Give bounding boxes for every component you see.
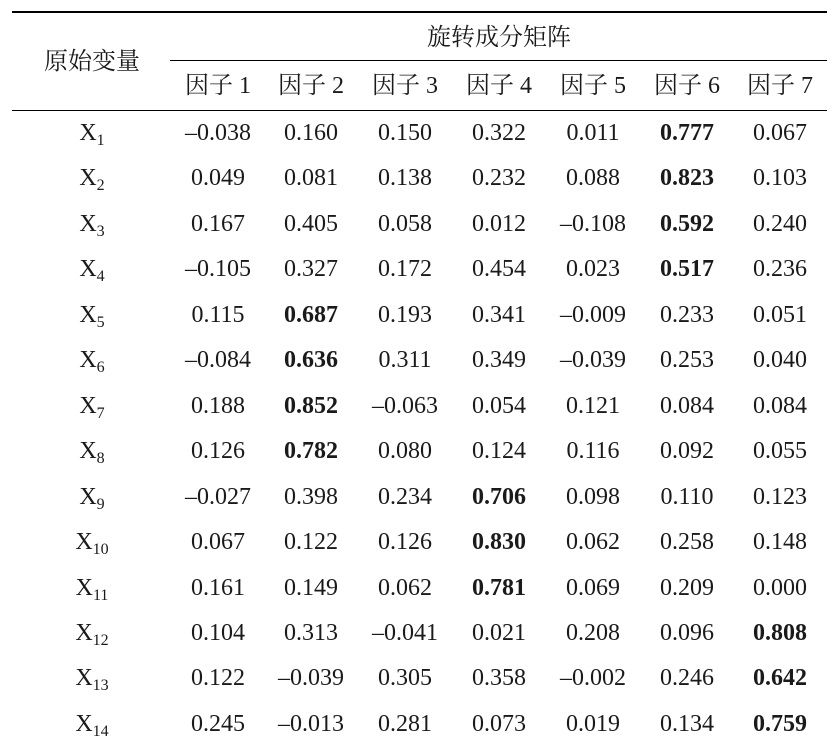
loading-value: 0.116 — [566, 438, 620, 464]
loading-value: 0.358 — [472, 665, 526, 691]
loading-value: 0.040 — [753, 347, 807, 373]
loading-value: 0.122 — [191, 665, 245, 691]
loading-value: 0.062 — [566, 529, 620, 555]
loading-value: 0.193 — [378, 302, 432, 328]
loading-value: –0.038 — [185, 120, 251, 146]
loading-value: 0.148 — [753, 529, 807, 555]
variable-label — [79, 484, 105, 513]
loading-value: 0.058 — [378, 211, 432, 237]
variable-subscript: 7 — [96, 405, 105, 422]
variable-label — [79, 256, 105, 285]
variable-name: X — [79, 347, 97, 373]
loading-value: 0.150 — [378, 120, 432, 146]
loading-value: –0.041 — [372, 620, 438, 646]
loading-value: 0.092 — [660, 438, 714, 464]
loading-value: 0.098 — [566, 484, 620, 510]
variable-name: X — [79, 302, 97, 328]
loading-value: 0.067 — [753, 120, 807, 146]
loading-value: 0.012 — [472, 211, 526, 237]
column-header-factor-5: 因子 5 — [560, 73, 626, 99]
variable-label — [79, 438, 105, 467]
loading-value: 0.062 — [378, 575, 432, 601]
loading-value: –0.013 — [278, 711, 344, 737]
loading-value: 0.454 — [472, 256, 526, 282]
loading-value: 0.258 — [660, 529, 714, 555]
top-rule — [12, 11, 827, 13]
variable-name: X — [79, 484, 97, 510]
loading-value: 0.126 — [378, 529, 432, 555]
loading-value: –0.039 — [278, 665, 344, 691]
loading-value: 0.084 — [660, 393, 714, 419]
loading-value: 0.687 — [284, 302, 338, 328]
loading-value: 0.149 — [284, 575, 338, 601]
loading-value: 0.781 — [472, 575, 526, 601]
loading-value: 0.167 — [191, 211, 245, 237]
row-header: 原始变量 — [44, 49, 140, 75]
column-header-factor-7: 因子 7 — [747, 73, 813, 99]
variable-subscript: 9 — [96, 496, 105, 513]
variable-name: X — [79, 438, 97, 464]
variable-label — [79, 120, 105, 149]
loading-value: 0.808 — [753, 620, 807, 646]
variable-label — [79, 165, 105, 194]
loading-value: 0.073 — [472, 711, 526, 737]
loading-value: 0.021 — [472, 620, 526, 646]
loading-value: 0.232 — [472, 165, 526, 191]
loading-value: 0.322 — [472, 120, 526, 146]
loading-value: –0.105 — [185, 256, 251, 282]
variable-name: X — [79, 120, 97, 146]
loading-value: 0.305 — [378, 665, 432, 691]
variable-label — [79, 393, 105, 422]
variable-name: X — [75, 711, 93, 737]
variable-subscript: 8 — [96, 450, 105, 467]
group-header-rule — [170, 60, 827, 61]
loading-value: –0.108 — [560, 211, 626, 237]
loading-value: –0.027 — [185, 484, 251, 510]
loading-value: 0.000 — [753, 575, 807, 601]
loading-value: 0.313 — [284, 620, 338, 646]
loading-value: –0.009 — [560, 302, 626, 328]
variable-label — [75, 665, 109, 694]
loading-value: 0.126 — [191, 438, 245, 464]
variable-subscript: 2 — [96, 177, 105, 194]
loading-value: 0.081 — [284, 165, 338, 191]
loading-value: 0.138 — [378, 165, 432, 191]
loading-value: 0.160 — [284, 120, 338, 146]
loading-value: 0.161 — [191, 575, 245, 601]
variable-subscript: 4 — [96, 268, 105, 285]
variable-name: X — [79, 211, 97, 237]
loading-value: 0.011 — [566, 120, 620, 146]
loading-value: 0.096 — [660, 620, 714, 646]
loading-value: 0.777 — [660, 120, 714, 146]
loading-value: 0.055 — [753, 438, 807, 464]
loading-value: 0.172 — [378, 256, 432, 282]
loading-value: 0.642 — [753, 665, 807, 691]
loading-value: 0.234 — [378, 484, 432, 510]
loading-value: 0.121 — [566, 393, 620, 419]
loading-value: –0.084 — [185, 347, 251, 373]
loading-value: 0.253 — [660, 347, 714, 373]
variable-subscript: 3 — [96, 223, 105, 240]
variable-subscript: 1 — [96, 132, 105, 149]
loading-value: 0.124 — [472, 438, 526, 464]
loading-value: 0.110 — [660, 484, 714, 510]
variable-name: X — [79, 393, 97, 419]
loading-value: 0.088 — [566, 165, 620, 191]
loading-value: 0.209 — [660, 575, 714, 601]
variable-subscript: 10 — [92, 541, 109, 558]
variable-name: X — [75, 665, 93, 691]
variable-label — [75, 620, 109, 649]
loading-value: 0.782 — [284, 438, 338, 464]
variable-subscript: 5 — [96, 314, 105, 331]
variable-name: X — [75, 575, 93, 601]
loading-value: 0.069 — [566, 575, 620, 601]
column-header-factor-2: 因子 2 — [278, 73, 344, 99]
loading-value: 0.281 — [378, 711, 432, 737]
loading-value: 0.852 — [284, 393, 338, 419]
loading-value: 0.327 — [284, 256, 338, 282]
loading-value: 0.236 — [753, 256, 807, 282]
loading-value: 0.023 — [566, 256, 620, 282]
group-header: 旋转成分矩阵 — [427, 25, 571, 51]
variable-name: X — [79, 256, 97, 282]
variable-name: X — [75, 620, 93, 646]
header-bottom-rule — [12, 110, 827, 111]
loading-value: 0.123 — [753, 484, 807, 510]
loading-value: –0.039 — [560, 347, 626, 373]
variable-subscript: 11 — [92, 587, 109, 604]
loading-value: 0.115 — [191, 302, 245, 328]
loading-value: 0.245 — [191, 711, 245, 737]
loading-value: 0.341 — [472, 302, 526, 328]
loading-value: 0.122 — [284, 529, 338, 555]
loading-value: 0.246 — [660, 665, 714, 691]
variable-subscript: 13 — [92, 677, 109, 694]
column-header-factor-3: 因子 3 — [372, 73, 438, 99]
variable-name: X — [79, 165, 97, 191]
column-header-factor-1: 因子 1 — [185, 73, 251, 99]
loading-value: 0.592 — [660, 211, 714, 237]
loading-value: 0.830 — [472, 529, 526, 555]
loading-value: 0.398 — [284, 484, 338, 510]
loading-value: 0.049 — [191, 165, 245, 191]
variable-label — [79, 211, 105, 240]
loading-value: 0.349 — [472, 347, 526, 373]
loading-value: 0.208 — [566, 620, 620, 646]
column-header-factor-6: 因子 6 — [654, 73, 720, 99]
loading-value: 0.823 — [660, 165, 714, 191]
loading-value: 0.103 — [753, 165, 807, 191]
loading-value: –0.063 — [372, 393, 438, 419]
loading-value: 0.080 — [378, 438, 432, 464]
variable-label — [79, 347, 105, 376]
variable-label — [79, 302, 105, 331]
loading-value: 0.706 — [472, 484, 526, 510]
variable-subscript: 6 — [96, 359, 105, 376]
loading-value: 0.134 — [660, 711, 714, 737]
loading-value: 0.054 — [472, 393, 526, 419]
loading-value: 0.517 — [660, 256, 714, 282]
loading-value: 0.019 — [566, 711, 620, 737]
loading-value: 0.051 — [753, 302, 807, 328]
column-header-factor-4: 因子 4 — [466, 73, 532, 99]
loading-value: 0.240 — [753, 211, 807, 237]
loading-value: 0.104 — [191, 620, 245, 646]
loading-value: 0.311 — [378, 347, 432, 373]
variable-label — [75, 529, 109, 558]
loading-value: 0.188 — [191, 393, 245, 419]
loading-value: –0.002 — [560, 665, 626, 691]
loading-value: 0.067 — [191, 529, 245, 555]
variable-name: X — [75, 529, 93, 555]
loading-value: 0.233 — [660, 302, 714, 328]
variable-label — [75, 711, 109, 740]
variable-subscript: 14 — [92, 723, 109, 740]
loading-value: 0.636 — [284, 347, 338, 373]
variable-subscript: 12 — [92, 632, 109, 649]
loading-value: 0.405 — [284, 211, 338, 237]
loading-value: 0.759 — [753, 711, 807, 737]
loading-value: 0.084 — [753, 393, 807, 419]
variable-label — [75, 575, 109, 604]
